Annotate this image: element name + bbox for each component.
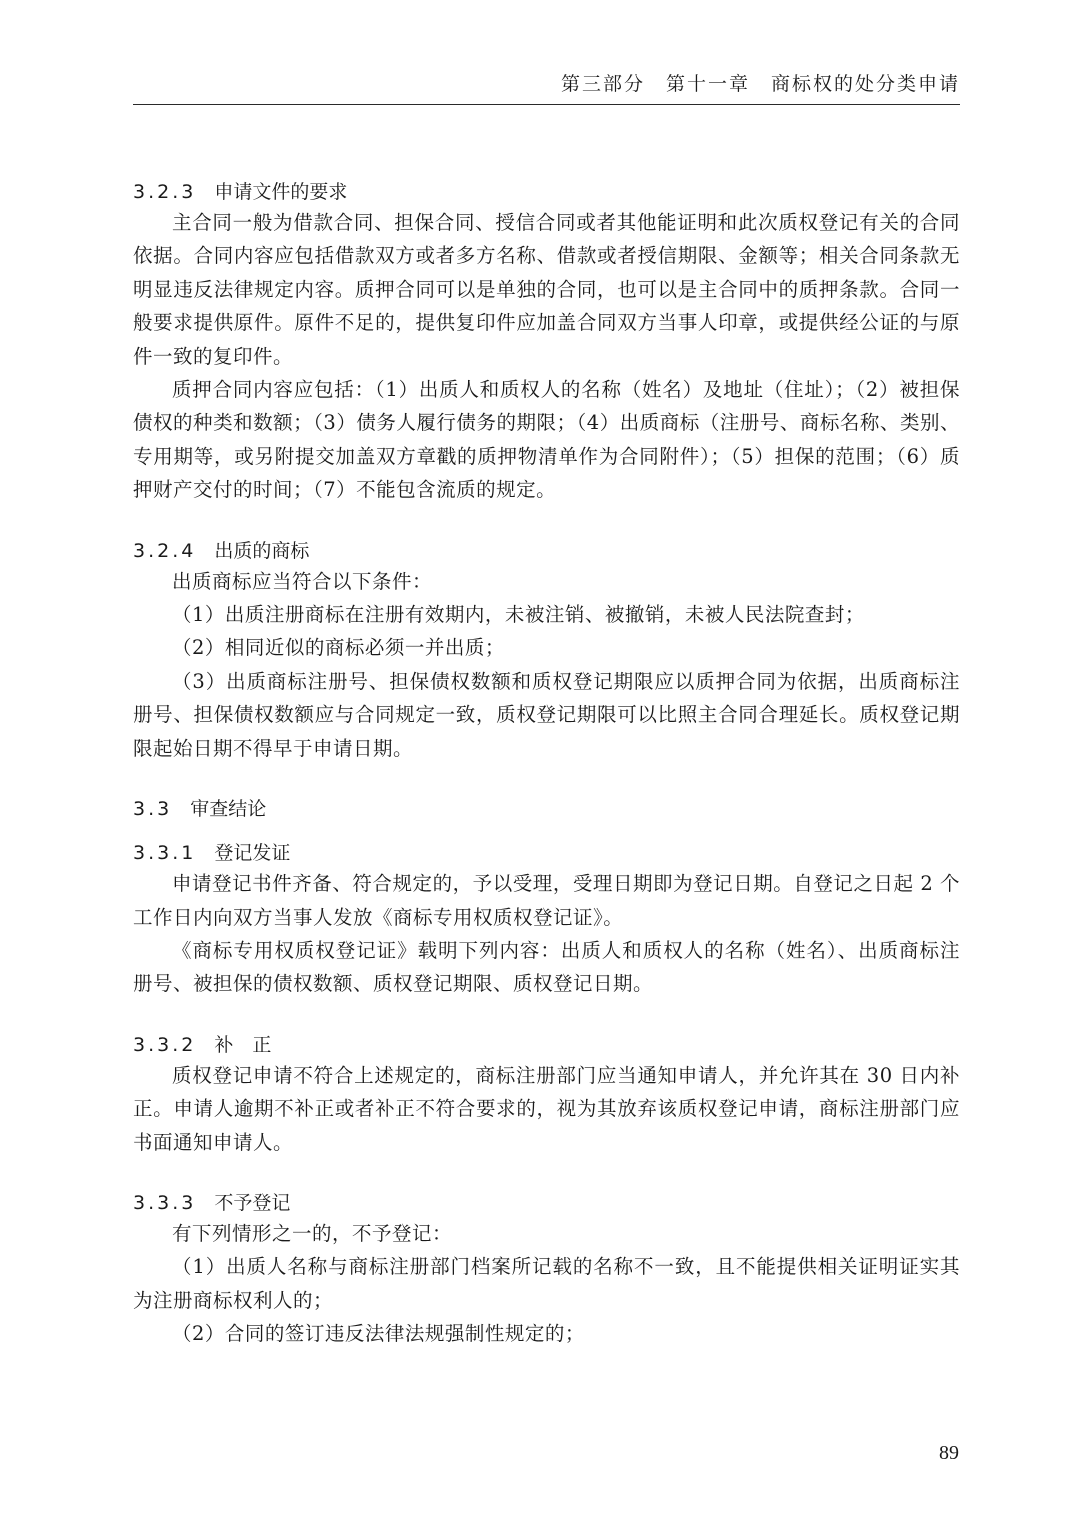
paragraph: 有下列情形之一的，不予登记：	[172, 1221, 453, 1245]
section-title: 登记发证	[214, 842, 291, 865]
section-number: 3.2.4	[133, 539, 197, 562]
section-title: 出质的商标	[214, 539, 310, 562]
running-title: 第三部分 第十一章 商标权的处分类申请	[560, 73, 960, 95]
paragraph: （2）合同的签订违反法律法规强制性规定的；	[172, 1322, 585, 1346]
section-title: 审查结论	[190, 798, 267, 821]
section-heading-3-3-2	[133, 1031, 960, 1059]
paragraph: 质权登记申请不符合上述规定的，商标注册部门应当通知申请人，并允许其在 30 日内补正。申请人逾期不补正或者补正不符合要求的，视为其放弃该质权登记申请，商标注册部门应书面通知申请人。	[133, 1063, 960, 1154]
section-heading-3-3-1	[133, 839, 960, 867]
section-heading-3-3-3	[133, 1189, 960, 1217]
section-heading-3-2-3	[133, 178, 960, 206]
section-title: 不予登记	[214, 1191, 291, 1214]
paragraph: （1）出质人名称与商标注册部门档案所记载的名称不一致，且不能提供相关证明证实其为注册商标权利人的；	[133, 1255, 960, 1312]
section-number: 3.3.2	[133, 1033, 197, 1056]
paragraph: 主合同一般为借款合同、担保合同、授信合同或者其他能证明和此次质权登记有关的合同依据。合同内容应包括借款双方或者多方名称、借款或者授信期限、金额等；相关合同条款无明显违反法律规定内容。质押合同可以是单独的合同，也可以是主合同中的质押条款。合同一般要求提供原件。原件不足的，提供复印件应加盖合同双方当事人印章，或提供经公证的与原件一致的复印件。	[133, 211, 960, 368]
running-header	[133, 70, 960, 105]
paragraph: （3）出质商标注册号、担保债权数额和质权登记期限应以质押合同为依据，出质商标注册号、担保债权数额应与合同规定一致，质权登记期限可以比照主合同合理延长。质权登记期限起始日期不得早于申请日期。	[133, 669, 960, 760]
paragraph: （2）相同近似的商标必须一并出质；	[172, 636, 505, 660]
paragraph: 质押合同内容应包括：（1）出质人和质权人的名称（姓名）及地址（住址）；（2）被担保债权的种类和数额；（3）债务人履行债务的期限；（4）出质商标（注册号、商标名称、类别、专用期等，或另附提交加盖双方章戳的质押物清单作为合同附件）；（5）担保的范围；（6）质押财产交付的时间；（7）不能包含流质的规定。	[133, 378, 960, 502]
paragraph: 出质商标应当符合以下条件：	[172, 569, 433, 593]
section-number: 3.3	[133, 798, 173, 821]
paragraph: 《商标专用权质权登记证》载明下列内容：出质人和质权人的名称（姓名）、出质商标注册号、被担保的债权数额、质权登记期限、质权登记日期。	[133, 938, 960, 996]
section-heading-3-3	[133, 795, 960, 823]
section-number: 3.3.3	[133, 1191, 197, 1214]
section-number: 3.3.1	[133, 842, 197, 865]
section-number: 3.2.3	[133, 181, 197, 203]
page-number: 89	[939, 1442, 959, 1464]
section-title: 申请文件的要求	[214, 181, 348, 203]
section-heading-3-2-4	[133, 537, 960, 565]
paragraph: 申请登记书件齐备、符合规定的，予以受理，受理日期即为登记日期。自登记之日起 2 个工作日内向双方当事人发放《商标专用权质权登记证》。	[133, 872, 960, 929]
page-body	[133, 178, 960, 1351]
paragraph: （1）出质注册商标在注册有效期内，未被注销、被撤销，未被人民法院查封；	[172, 603, 865, 627]
section-title: 补 正	[214, 1033, 272, 1056]
